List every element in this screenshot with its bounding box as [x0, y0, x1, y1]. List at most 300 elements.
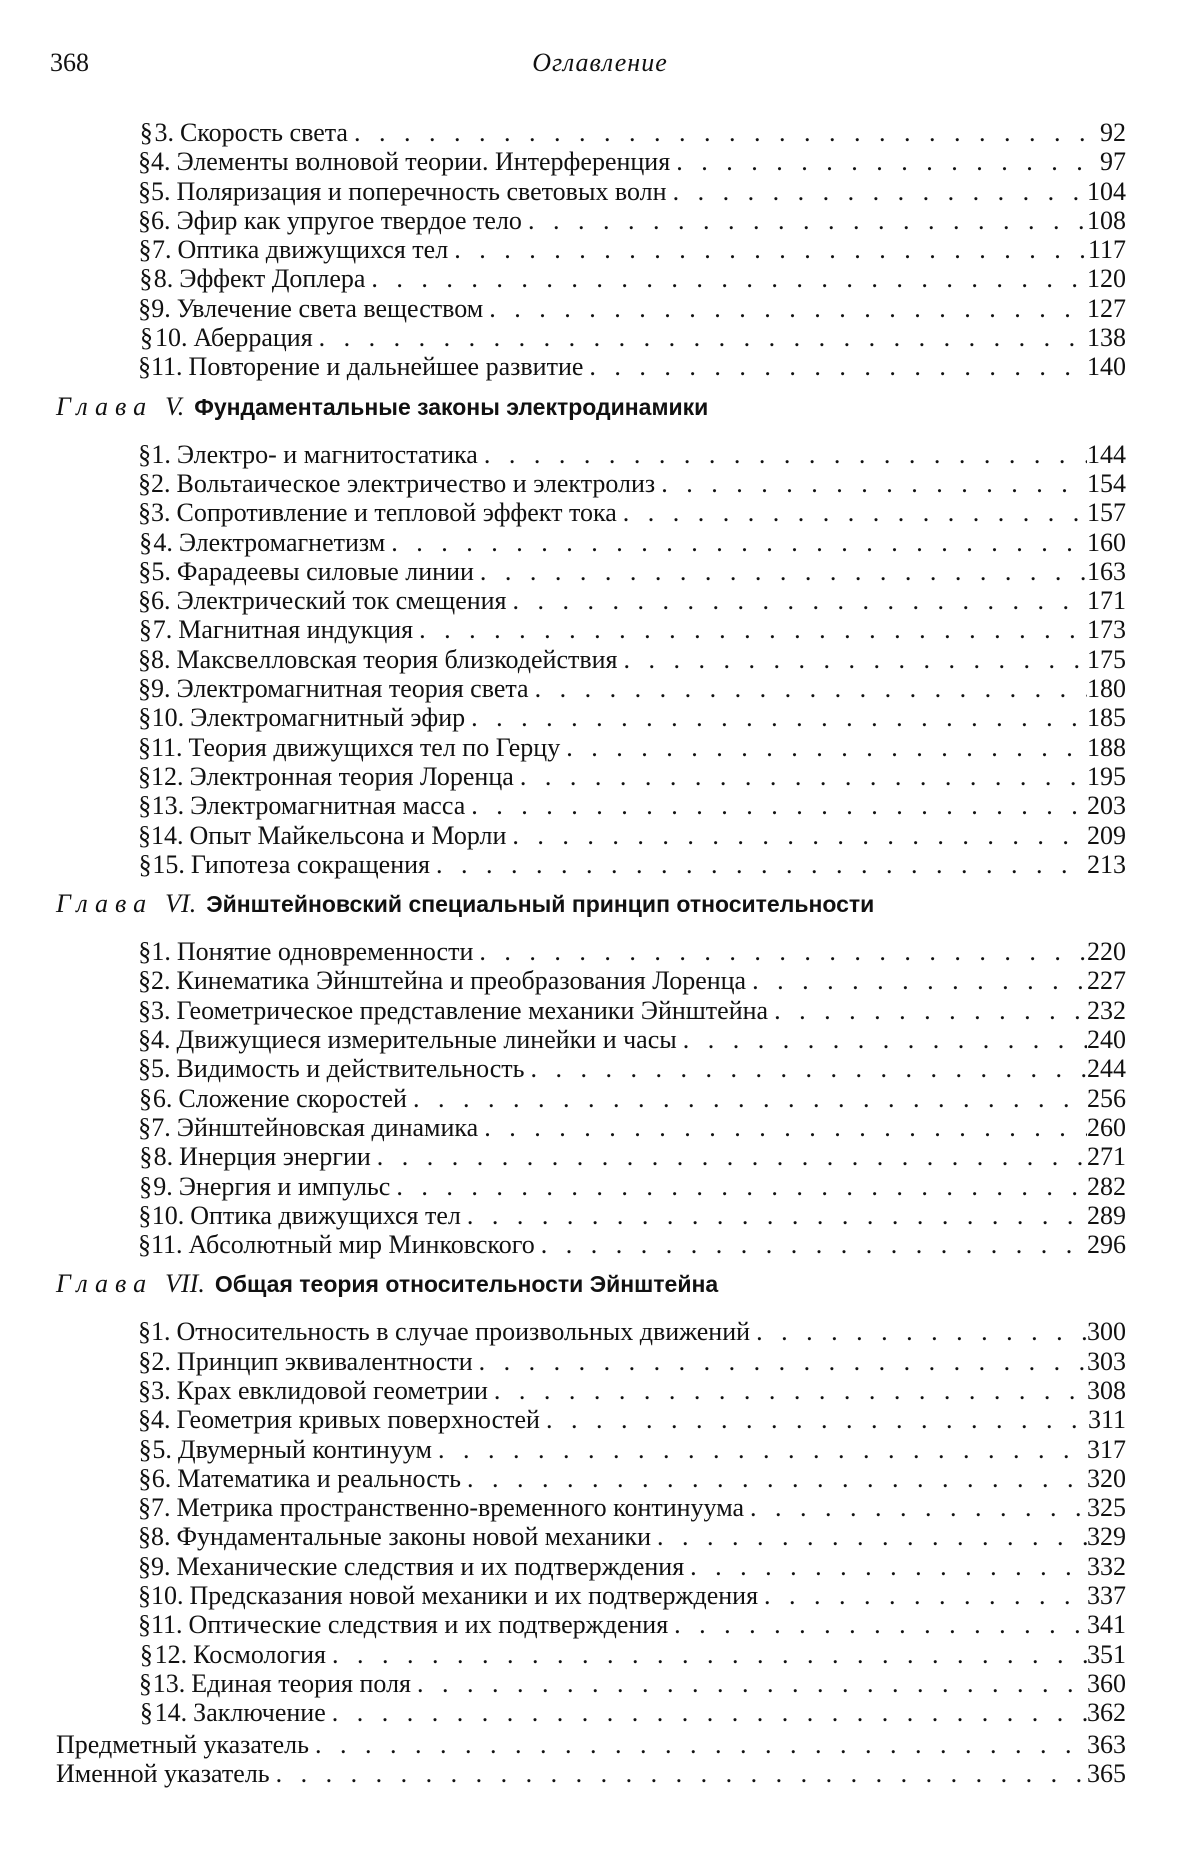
entry-title: Механические следствия и их подтверждения [177, 1552, 691, 1582]
entry-page: 209 [1087, 821, 1126, 851]
dot-leader [756, 1317, 1087, 1347]
entry-page: 203 [1087, 791, 1126, 821]
entry-number: 10. [152, 1201, 191, 1231]
entry-number: 4. [151, 1405, 177, 1435]
entry-page: 213 [1087, 850, 1126, 880]
entry-page: 256 [1087, 1084, 1126, 1114]
chapter-heading [56, 1269, 1126, 1309]
toc-entry [56, 821, 1126, 850]
entry-page: 282 [1087, 1172, 1126, 1202]
entry-page: 157 [1087, 498, 1126, 528]
dot-leader [454, 235, 1088, 265]
entry-number: 11. [151, 1230, 189, 1260]
entry-page: 154 [1087, 469, 1126, 499]
entry-title: Энергия и импульс [179, 1172, 397, 1202]
section-mark: § [138, 352, 151, 382]
dot-leader [535, 674, 1087, 704]
dot-leader [315, 1730, 1087, 1760]
entry-title: Космология [193, 1640, 332, 1670]
entry-page: 97 [1100, 147, 1126, 177]
section-mark: § [138, 1669, 153, 1699]
section-mark: § [138, 1054, 151, 1084]
dot-leader [764, 1581, 1087, 1611]
entry-number: 6. [153, 1084, 179, 1114]
entry-number: 1. [151, 937, 177, 967]
toc-entry [56, 762, 1126, 791]
section-mark: § [138, 1347, 151, 1377]
toc-entry [56, 733, 1126, 762]
entry-page: 160 [1087, 528, 1126, 558]
page-number: 368 [50, 48, 89, 78]
entry-title: Фундаментальные законы новой механики [177, 1522, 658, 1552]
entry-page: 185 [1087, 703, 1126, 733]
toc-entry [56, 1405, 1126, 1434]
toc-entry [56, 1435, 1126, 1464]
entry-title: Эйнштейновская динамика [177, 1113, 484, 1143]
entry-title: Принцип эквивалентности [177, 1347, 479, 1377]
entry-number: 8. [151, 1522, 177, 1552]
entry-title: Кинематика Эйнштейна и преобразования Лоренца [177, 966, 753, 996]
entry-number: 4. [153, 528, 179, 558]
entry-number: 3. [151, 996, 177, 1026]
dot-leader [657, 1522, 1087, 1552]
index-entry [56, 1730, 1126, 1759]
section-mark: § [138, 937, 151, 967]
section-mark: § [138, 1522, 151, 1552]
toc-entry [56, 1084, 1126, 1113]
entry-number: 5. [151, 557, 177, 587]
entry-title: Сопротивление и тепловой эффект тока [177, 498, 623, 528]
toc-entry [56, 1025, 1126, 1054]
entry-page: 341 [1087, 1610, 1126, 1640]
entry-number: 11. [151, 733, 189, 763]
toc-entry [56, 177, 1126, 206]
dot-leader [419, 615, 1087, 645]
section-mark: § [138, 177, 151, 207]
toc-entry [56, 118, 1126, 147]
entry-number: 10. [151, 1581, 190, 1611]
toc-entry [56, 1640, 1126, 1669]
entry-title: Электрический ток смещения [177, 586, 513, 616]
entry-page: 311 [1088, 1405, 1126, 1435]
section-mark: § [138, 1317, 151, 1347]
dot-leader [546, 1405, 1088, 1435]
entry-page: 195 [1087, 762, 1126, 792]
dot-leader [750, 1493, 1087, 1523]
entry-title: Магнитная индукция [178, 615, 419, 645]
dot-leader [528, 206, 1087, 236]
toc-entry [56, 966, 1126, 995]
section-mark: § [138, 966, 151, 996]
section-mark: § [138, 1142, 154, 1172]
dot-leader [494, 1376, 1087, 1406]
entry-page: 120 [1087, 264, 1126, 294]
entry-number: 10. [155, 323, 194, 353]
entry-number: 2. [151, 1347, 177, 1377]
dot-leader [774, 996, 1087, 1026]
chapter-label: Глава [56, 889, 153, 919]
toc-entry [56, 528, 1126, 557]
entry-page: 289 [1087, 1201, 1126, 1231]
entry-title: Эфир как упругое твердое тело [177, 206, 528, 236]
section-mark: § [138, 1464, 152, 1494]
entry-number: 8. [151, 645, 177, 675]
entry-page: 308 [1087, 1376, 1126, 1406]
entry-page: 351 [1087, 1640, 1126, 1670]
dot-leader [396, 1172, 1087, 1202]
toc-entry [56, 1522, 1126, 1551]
entry-page: 175 [1087, 645, 1126, 675]
index-page: 365 [1087, 1759, 1126, 1789]
toc-entry [56, 1669, 1126, 1698]
dot-leader [332, 1698, 1087, 1728]
entry-number: 6. [151, 206, 177, 236]
toc-entry [56, 1054, 1126, 1083]
section-mark: § [138, 762, 151, 792]
entry-number: 11. [151, 352, 189, 382]
entry-title: Сложение скоростей [178, 1084, 413, 1114]
section-mark: § [138, 294, 151, 324]
entry-number: 3. [151, 1376, 177, 1406]
section-mark: § [138, 821, 151, 851]
entry-number: 7. [153, 615, 179, 645]
entry-number: 4. [151, 1025, 177, 1055]
dot-leader [623, 498, 1087, 528]
toc-entry [56, 1347, 1126, 1376]
entry-page: 232 [1087, 996, 1126, 1026]
dot-leader [520, 762, 1087, 792]
chapter-heading [56, 889, 1126, 929]
toc-entry [56, 1610, 1126, 1639]
entry-page: 360 [1087, 1669, 1126, 1699]
dot-leader [752, 966, 1087, 996]
entry-title: Опыт Майкельсона и Морли [190, 821, 513, 851]
index-entry [56, 1759, 1126, 1788]
dot-leader [377, 1142, 1087, 1172]
entry-number: 7. [152, 235, 178, 265]
entry-number: 1. [151, 1317, 177, 1347]
toc-entry [56, 235, 1126, 264]
entry-page: 108 [1087, 206, 1126, 236]
section-mark: § [138, 1230, 151, 1260]
section-mark: § [138, 791, 152, 821]
index-title: Предметный указатель [56, 1730, 315, 1760]
dot-leader [471, 703, 1087, 733]
chapter-label: Глава [56, 392, 153, 422]
section-mark: § [138, 674, 151, 704]
entry-number: 3. [151, 498, 177, 528]
entry-title: Скорость света [180, 118, 354, 148]
entry-page: 180 [1087, 674, 1126, 704]
entry-page: 362 [1087, 1698, 1126, 1728]
dot-leader [661, 469, 1087, 499]
entry-page: 144 [1087, 440, 1126, 470]
entry-title: Электро- и магнитостатика [177, 440, 484, 470]
dot-leader [589, 352, 1087, 382]
entry-title: Оптика движущихся тел [190, 1201, 467, 1231]
entry-page: 300 [1087, 1317, 1126, 1347]
entry-page: 240 [1087, 1025, 1126, 1055]
section-mark: § [138, 264, 154, 294]
section-mark: § [138, 440, 151, 470]
section-mark: § [138, 645, 151, 675]
dot-leader [479, 937, 1087, 967]
entry-number: 3. [154, 118, 180, 148]
entry-title: Электромагнитный эфир [190, 703, 471, 733]
entry-title: Оптика движущихся тел [177, 235, 454, 265]
entry-title: Математика и реальность [177, 1464, 467, 1494]
entry-number: 9. [151, 294, 177, 324]
dot-leader [674, 1610, 1087, 1640]
toc-entry [56, 440, 1126, 469]
entry-title: Заключение [193, 1698, 332, 1728]
chapter-number: V. [165, 392, 184, 422]
entry-number: 14. [155, 1698, 194, 1728]
dot-leader [276, 1759, 1087, 1789]
entry-page: 171 [1087, 586, 1126, 616]
section-mark: § [138, 557, 151, 587]
section-mark: § [138, 323, 155, 353]
dot-leader [513, 586, 1087, 616]
index-page: 363 [1087, 1730, 1126, 1760]
toc-entry [56, 645, 1126, 674]
entry-number: 9. [151, 1552, 177, 1582]
dot-leader [683, 1025, 1087, 1055]
section-mark: § [138, 733, 151, 763]
entry-page: 303 [1087, 1347, 1126, 1377]
entry-title: Относительность в случае произвольных движений [177, 1317, 757, 1347]
section-mark: § [138, 996, 151, 1026]
section-mark: § [138, 1698, 155, 1728]
entry-title: Поляризация и поперечность световых волн [177, 177, 673, 207]
toc-entry [56, 1172, 1126, 1201]
entry-title: Инерция энергии [179, 1142, 377, 1172]
entry-number: 11. [151, 1610, 189, 1640]
chapter-title: Эйнштейновский специальный принцип относительности [206, 891, 874, 918]
dot-leader [436, 850, 1087, 880]
dot-leader [467, 1201, 1087, 1231]
section-mark: § [138, 147, 151, 177]
entry-page: 138 [1087, 323, 1126, 353]
section-mark: § [138, 1172, 153, 1202]
toc-entry [56, 937, 1126, 966]
toc-entry [56, 1142, 1126, 1171]
dot-leader [391, 528, 1087, 558]
dot-leader [471, 791, 1087, 821]
dot-leader [371, 264, 1087, 294]
entry-page: 127 [1087, 294, 1126, 324]
toc-entry [56, 206, 1126, 235]
entry-title: Эффект Доплера [179, 264, 371, 294]
toc-entry [56, 1317, 1126, 1346]
toc-entry [56, 1464, 1126, 1493]
dot-leader [673, 177, 1087, 207]
chapter-number: VI. [165, 889, 196, 919]
toc-entry [56, 1201, 1126, 1230]
toc-entry [56, 469, 1126, 498]
entry-page: 271 [1087, 1142, 1126, 1172]
entry-number: 6. [151, 586, 177, 616]
entry-number: 5. [151, 177, 177, 207]
entry-number: 7. [151, 1113, 177, 1143]
dot-leader [413, 1084, 1087, 1114]
entry-title: Гипотеза сокращения [191, 850, 436, 880]
toc-entry [56, 352, 1126, 381]
entry-number: 9. [153, 1172, 179, 1202]
entry-page: 92 [1100, 118, 1126, 148]
entry-title: Оптические следствия и их подтверждения [189, 1610, 675, 1640]
toc-entry [56, 1493, 1126, 1522]
dot-leader [467, 1464, 1087, 1494]
entry-number: 5. [152, 1435, 178, 1465]
running-title: Оглавление [0, 48, 1200, 78]
entry-page: 188 [1087, 733, 1126, 763]
entry-title: Вольтаическое электричество и электролиз [177, 469, 662, 499]
section-mark: § [138, 850, 152, 880]
entry-page: 220 [1087, 937, 1126, 967]
dot-leader [354, 118, 1100, 148]
entry-number: 9. [151, 674, 177, 704]
entry-number: 2. [151, 469, 177, 499]
dot-leader [531, 1054, 1087, 1084]
toc-entry [56, 323, 1126, 352]
section-mark: § [138, 1493, 151, 1523]
entry-number: 1. [151, 440, 177, 470]
dot-leader [624, 645, 1087, 675]
entry-page: 163 [1087, 557, 1126, 587]
entry-number: 2. [151, 966, 177, 996]
section-mark: § [138, 1435, 152, 1465]
entry-page: 325 [1087, 1493, 1126, 1523]
section-mark: § [138, 1084, 153, 1114]
index-title: Именной указатель [56, 1759, 276, 1789]
dot-leader [676, 147, 1100, 177]
toc-entry [56, 996, 1126, 1025]
entry-page: 227 [1087, 966, 1126, 996]
entry-number: 15. [152, 850, 191, 880]
section-mark: § [138, 1640, 155, 1670]
toc-entry [56, 703, 1126, 732]
section-mark: § [138, 586, 151, 616]
entry-title: Повторение и дальнейшее развитие [189, 352, 590, 382]
toc-entry [56, 1376, 1126, 1405]
entry-page: 337 [1087, 1581, 1126, 1611]
entry-number: 6. [152, 1464, 178, 1494]
entry-number: 8. [154, 264, 180, 294]
entry-title: Максвелловская теория близкодействия [177, 645, 624, 675]
entry-number: 10. [152, 703, 191, 733]
toc-entry [56, 147, 1126, 176]
toc-entry [56, 498, 1126, 527]
toc-entry [56, 1552, 1126, 1581]
entry-number: 4. [151, 147, 177, 177]
entry-title: Единая теория поля [191, 1669, 417, 1699]
toc-entry [56, 1230, 1126, 1259]
chapter-label: Глава [56, 1269, 153, 1299]
dot-leader [319, 323, 1087, 353]
table-of-contents [56, 118, 1126, 1788]
dot-leader [566, 733, 1087, 763]
entry-title: Понятие одновременности [177, 937, 479, 967]
entry-title: Абсолютный мир Минковского [189, 1230, 541, 1260]
toc-entry [56, 294, 1126, 323]
entry-number: 5. [151, 1054, 177, 1084]
toc-entry [56, 1113, 1126, 1142]
entry-page: 296 [1087, 1230, 1126, 1260]
section-mark: § [138, 1025, 151, 1055]
toc-entry [56, 264, 1126, 293]
entry-title: Аберрация [193, 323, 318, 353]
entry-title: Метрика пространственно-временного континуума [177, 1493, 751, 1523]
dot-leader [489, 294, 1087, 324]
entry-number: 8. [154, 1142, 180, 1172]
toc-entry [56, 615, 1126, 644]
toc-entry [56, 850, 1126, 879]
section-mark: § [138, 498, 151, 528]
entry-page: 332 [1087, 1552, 1126, 1582]
entry-number: 13. [152, 791, 191, 821]
chapter-title: Фундаментальные законы электродинамики [194, 394, 708, 421]
section-mark: § [138, 1552, 151, 1582]
dot-leader [690, 1552, 1087, 1582]
chapter-heading [56, 392, 1126, 432]
chapter-title: Общая теория относительности Эйнштейна [215, 1271, 718, 1298]
entry-title: Элементы волновой теории. Интерференция [177, 147, 677, 177]
entry-title: Теория движущихся тел по Герцу [189, 733, 567, 763]
entry-page: 260 [1087, 1113, 1126, 1143]
entry-page: 244 [1087, 1054, 1126, 1084]
toc-entry [56, 1581, 1126, 1610]
dot-leader [417, 1669, 1087, 1699]
section-mark: § [138, 1113, 151, 1143]
dot-leader [438, 1435, 1087, 1465]
entry-title: Увлечение света веществом [177, 294, 490, 324]
dot-leader [479, 1347, 1087, 1377]
entry-title: Геометрия кривых поверхностей [177, 1405, 546, 1435]
toc-entry [56, 586, 1126, 615]
section-mark: § [138, 1376, 151, 1406]
toc-entry [56, 791, 1126, 820]
dot-leader [512, 821, 1087, 851]
toc-entry [56, 674, 1126, 703]
section-mark: § [138, 206, 151, 236]
section-mark: § [138, 1581, 151, 1611]
entry-number: 12. [155, 1640, 194, 1670]
dot-leader [541, 1230, 1087, 1260]
entry-page: 329 [1087, 1522, 1126, 1552]
dot-leader [480, 557, 1087, 587]
entry-number: 12. [151, 762, 190, 792]
entry-page: 117 [1088, 235, 1126, 265]
entry-page: 173 [1087, 615, 1126, 645]
section-mark: § [138, 528, 153, 558]
entry-title: Геометрическое представление механики Эйнштейна [177, 996, 775, 1026]
entry-title: Электромагнетизм [179, 528, 391, 558]
entry-title: Фарадеевы силовые линии [177, 557, 480, 587]
toc-entry [56, 557, 1126, 586]
entry-title: Движущиеся измерительные линейки и часы [177, 1025, 683, 1055]
entry-page: 317 [1087, 1435, 1126, 1465]
entry-number: 14. [151, 821, 190, 851]
section-mark: § [138, 1610, 151, 1640]
section-mark: § [138, 235, 152, 265]
entry-title: Электромагнитная масса [190, 791, 471, 821]
dot-leader [332, 1640, 1087, 1670]
entry-title: Видимость и действительность [177, 1054, 531, 1084]
entry-number: 7. [151, 1493, 177, 1523]
section-mark: § [138, 1405, 151, 1435]
section-mark: § [138, 615, 153, 645]
